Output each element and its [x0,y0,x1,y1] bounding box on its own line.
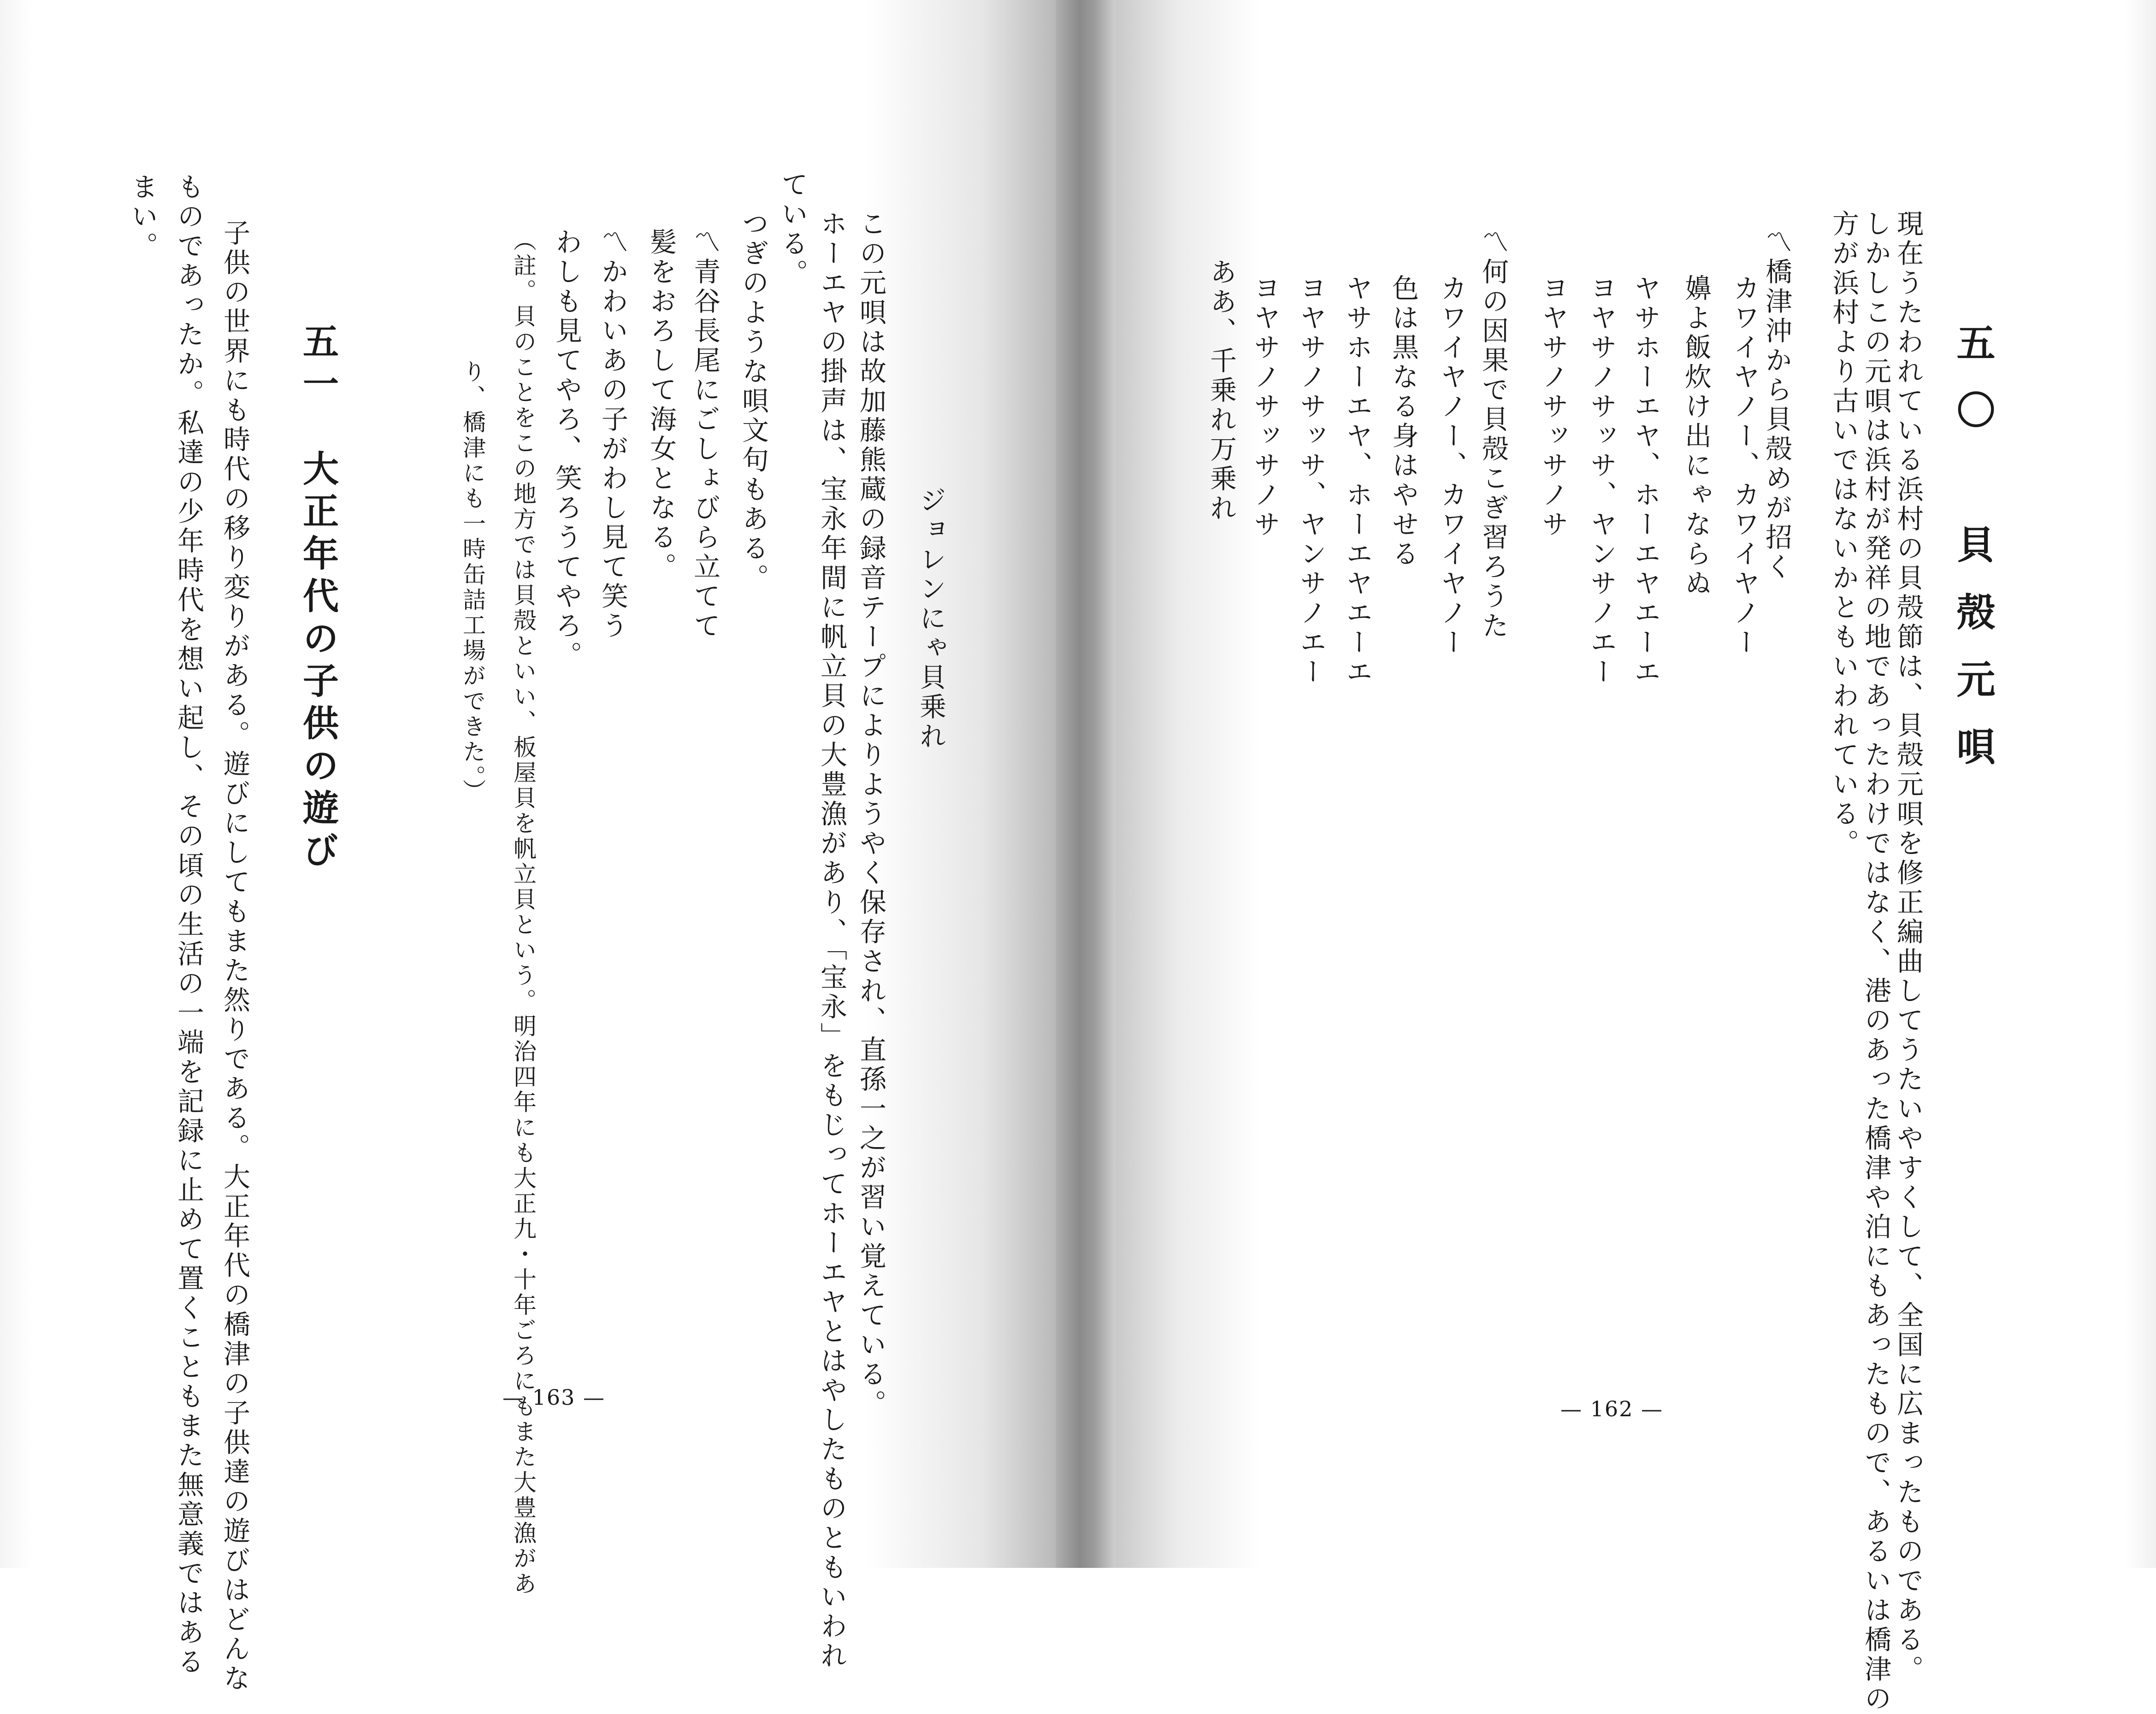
body-line: しかしこの元唄は浜村が発祥の地であったわけではなく、港のあった橋津や泊にもあったもので、あるいは橋津の [1860,210,1891,1714]
song-line: 〽橋津沖から貝殻めが招く [1761,228,1792,582]
song-line: 〽何の因果で貝殻こぎ習ろうた [1477,228,1509,641]
body-line: つぎのような唄文句もある。 [738,210,769,593]
body-line: ものであったか。私達の少年時代を想い起し、その頃の生活の一端を記録に止めて置くこともまた無意義ではある [173,173,204,1677]
body-line: ホーエヤの掛声は、宝永年間に帆立貝の大豊漁があり、「宝永」をもじってホーエヤとはやしたものともいわれ [816,210,847,1671]
song-line: わしも見てやろ、笑ろうてやろ。 [551,228,582,671]
body-line: 方が浜村より古いではないかともいわれている。 [1828,210,1859,859]
note-line: り、橋津にも一時缶詰工場ができた。） [459,359,486,804]
body-line: 子供の世界にも時代の移り変りがある。遊びにしてもまた然りである。大正年代の橋津の子供達の遊びはどんな [219,219,250,1694]
book-gutter [1056,0,1116,1568]
song-line: ああ、千乗れ万乗れ [1205,258,1237,524]
song-line: 嬶よ飯炊け出にゃならぬ [1680,274,1712,599]
song-line: カワイヤノー、カワイヤノー [1729,274,1760,658]
section-heading-50: 五〇 貝殻元唄 [1950,323,1996,794]
body-line: ている。 [777,171,808,289]
song-line: ヤサホーエヤ、ホーエヤエーエ [1341,274,1373,687]
song-line: ヤサホーエヤ、ホーエヤエーエ [1630,274,1661,687]
song-line: ヨヤサノサッサ、ヤンサノエー [1586,274,1617,687]
song-line: 〽青谷長尾にごしょびら立てて [689,228,721,641]
body-line: この元唄は故加藤熊蔵の録音テープによりようやく保存され、直孫一之が習い覚えている。 [855,210,886,1419]
song-line: 髪をおろして海女となる。 [645,228,677,582]
body-line: 現在うたわれている浜村の貝殻節は、貝殻元唄を修正編曲してうたいやすくして、全国に広まったものである。 [1892,210,1924,1685]
body-line: まい。 [127,173,158,261]
page-number-162: — 162 — [1560,1396,1664,1421]
section-heading-51: 五一 大正年代の子供の遊び [297,323,339,874]
song-line: カワイヤノー、カワイヤノー [1436,274,1467,658]
page-number-163: — 163 — [502,1385,606,1410]
right-page [1116,0,2156,1568]
song-line: ヨヤサノサッサノサ [1249,274,1281,540]
song-line: ヨヤサノサッサ、ヤンサノエー [1295,274,1327,687]
song-line: 色は黒なる身はやせる [1388,274,1419,569]
song-line: ヨヤサノサッサノサ [1537,274,1569,540]
song-line: ジョレンにゃ貝乗れ [915,486,946,752]
song-line: 〽かわいあの子がわし見て笑う [597,228,628,641]
note-line: （註。貝のことをこの地方では貝殻といい、板屋貝を帆立貝という。明治四年にも大正九・十年ごろにもまた大豊漁があ [510,228,537,1597]
